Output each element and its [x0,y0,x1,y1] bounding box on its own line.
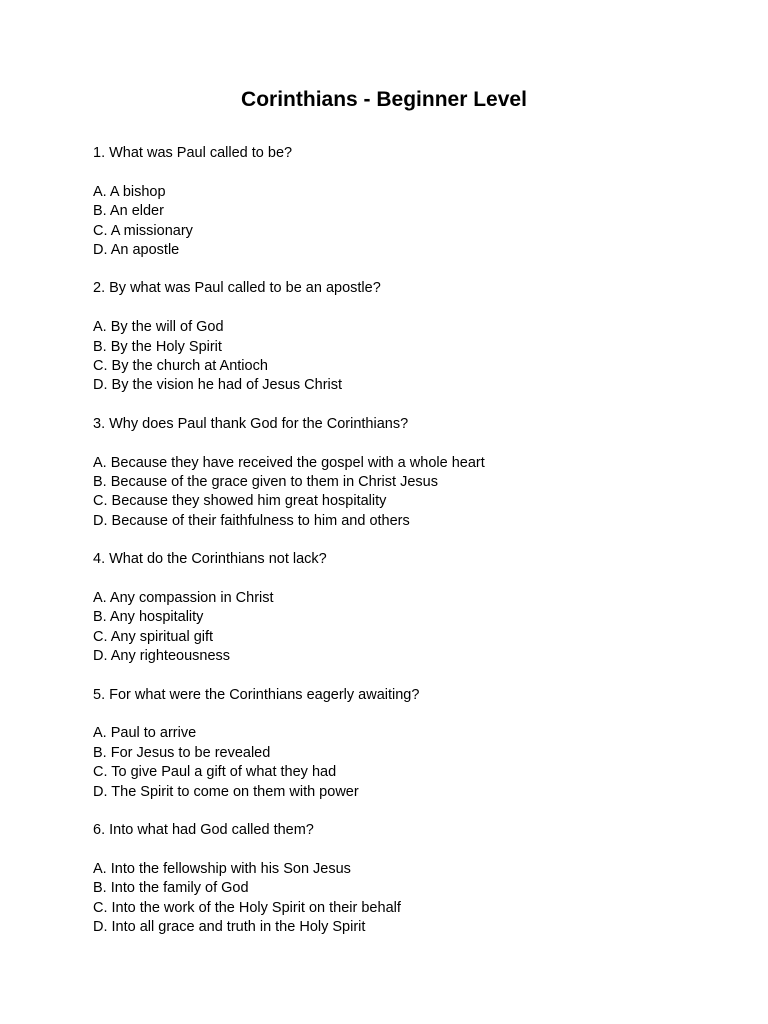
question-1 [93,144,713,260]
answer-option-b: B. For Jesus to be revealed [93,744,271,761]
question-2 [93,279,713,395]
answer-option-b: B. By the Holy Spirit [93,338,222,355]
question-text: 5. For what were the Corinthians eagerly awaiting? [93,686,420,703]
question-3 [93,415,713,531]
question-text: 3. Why does Paul thank God for the Corinthians? [93,415,409,432]
answer-option-a: A. Because they have received the gospel with a whole heart [93,454,485,471]
question-text: 6. Into what had God called them? [93,822,314,839]
answer-option-b: B. An elder [93,203,164,220]
answer-option-c: C. To give Paul a gift of what they had [93,764,337,781]
answer-option-a: A. Any compassion in Christ [93,590,274,607]
question-text: 1. What was Paul called to be? [93,145,293,161]
question-5 [93,686,713,802]
document-title: Corinthians - Beginner Level [241,88,527,111]
answer-option-d: D. An apostle [93,242,180,259]
answer-option-d: D. Any righteousness [93,648,231,665]
answer-option-c: C. Because they showed him great hospitality [93,493,387,510]
question-list [93,144,713,957]
answer-option-a: A. Into the fellowship with his Son Jesus [93,860,351,877]
question-6 [93,821,713,937]
answer-option-a: A. Paul to arrive [93,725,197,742]
answer-option-d: D. By the vision he had of Jesus Christ [93,377,343,394]
question-text: 2. By what was Paul called to be an apostle? [93,280,381,297]
answer-option-c: C. Into the work of the Holy Spirit on their behalf [93,899,401,916]
answer-option-c: C. Any spiritual gift [93,628,214,645]
answer-option-c: C. A missionary [93,222,193,239]
answer-option-d: D. Because of their faithfulness to him and others [93,512,410,529]
answer-option-b: B. Any hospitality [93,609,204,626]
answer-option-d: D. Into all grace and truth in the Holy Spirit [93,919,366,936]
question-text: 4. What do the Corinthians not lack? [93,551,327,568]
answer-option-a: A. A bishop [93,183,166,200]
answer-option-c: C. By the church at Antioch [93,358,268,375]
answer-option-a: A. By the will of God [93,319,224,336]
question-4 [93,550,713,666]
answer-option-b: B. Into the family of God [93,880,249,897]
answer-option-b: B. Because of the grace given to them in Christ Jesus [93,474,438,491]
answer-option-d: D. The Spirit to come on them with power [93,783,359,800]
